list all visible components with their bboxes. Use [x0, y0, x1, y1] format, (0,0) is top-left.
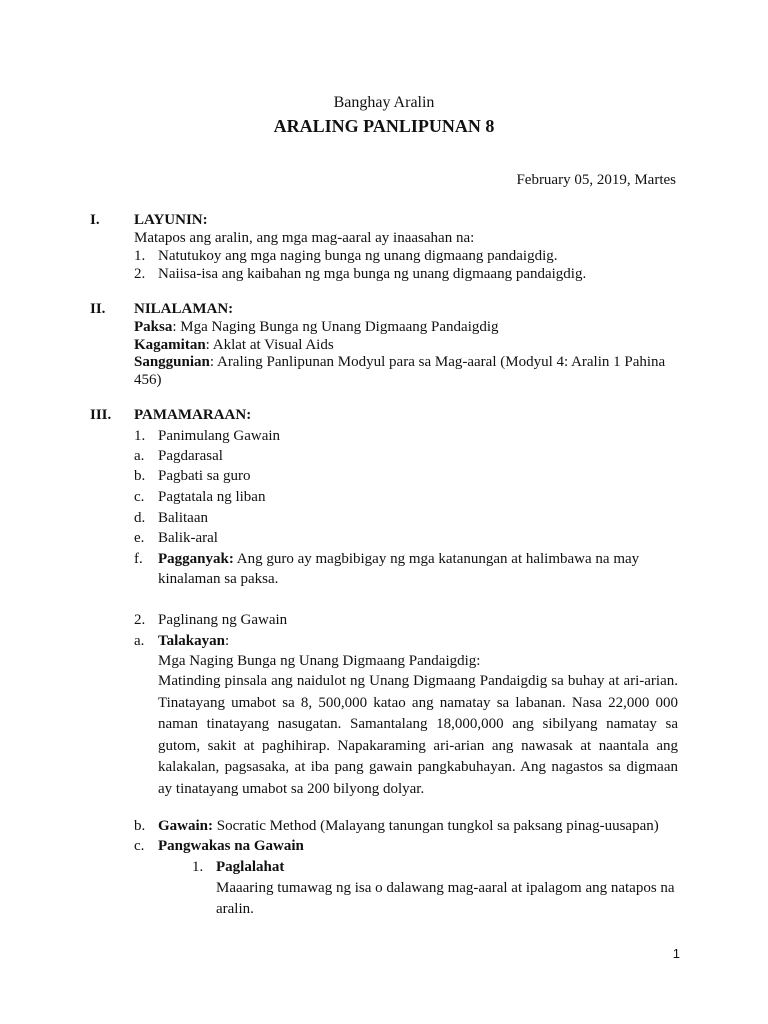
paglalahat-label: Paglalahat — [216, 859, 285, 875]
list-number: 1. — [134, 248, 146, 264]
kagamitan-text: : Aklat at Visual Aids — [205, 337, 334, 353]
paglalahat-text: Maaaring tumawag ng isa o dalawang mag-aaral at ipalagom ang natapos na — [216, 880, 675, 896]
list-letter: a. — [134, 448, 145, 464]
list-item — [134, 446, 223, 466]
gawain-text: Socratic Method (Malayang tanungan tungkol sa paksang pinag-uusapan) — [213, 818, 659, 834]
list-text: Balik-aral — [158, 530, 218, 546]
gawain-label: Gawain: — [158, 818, 214, 834]
sanggunian-text: : Araling Panlipunan Modyul para sa Mag-aaral (Modyul 4: Aralin 1 Pahina — [209, 354, 666, 370]
document-title: ARALING PANLIPUNAN 8 — [273, 116, 495, 136]
list-number: 2. — [134, 266, 146, 282]
list-item — [134, 246, 558, 266]
list-letter: b. — [134, 468, 146, 484]
section-heading-nilalaman: NILALAMAN: — [134, 301, 234, 317]
list-item — [134, 508, 208, 528]
paksa-line — [134, 317, 499, 337]
talakayan-topic: Mga Naging Bunga ng Unang Digmaang Pandaigdig: — [158, 653, 481, 669]
section-heading-layunin: LAYUNIN: — [134, 212, 208, 228]
list-text: Naiisa-isa ang kaibahan ng mga bunga ng unang digmaang pandaigdig. — [158, 266, 587, 282]
page-number: 1 — [672, 946, 680, 961]
section-numeral: II. — [90, 301, 106, 317]
pangwakas-label: Pangwakas na Gawain — [158, 838, 304, 854]
list-letter: a. — [134, 633, 145, 649]
list-letter: e. — [134, 530, 145, 546]
section-numeral: I. — [90, 212, 100, 228]
list-letter: d. — [134, 510, 146, 526]
paksa-label: Paksa — [134, 319, 173, 335]
talakayan-label: Talakayan — [158, 633, 225, 649]
kagamitan-label: Kagamitan — [134, 337, 206, 353]
sub-item-paglalahat — [192, 857, 284, 877]
pagganyak-label: Pagganyak: — [158, 551, 234, 567]
talakayan-paragraph: Matinding pinsala ang naidulot ng Unang Digmaang Pandaigdig sa buhay at ari-arian. Tinatayang umabot sa 8, 500,000 katao ang namatay sa labanan. Nasa 22,000 000 naman tinatayang nasugatan. Samantalang 18,000,000 ang sibilyang namatay sa gutom, sakit at paghihirap. Napakaraming ari-arian ang nawasak at naantala ang kalakalan, pagsasaka, at iba pang gawain pangkabuhayan. Ang nagastos sa digmaan ay tinatayang umabot sa 200 bilyong dolyar. — [158, 673, 678, 797]
section-numeral: III. — [90, 407, 112, 423]
section-heading-pamamaraan: PAMAMARAAN: — [134, 407, 252, 423]
sanggunian-label: Sanggunian — [134, 354, 210, 370]
talakayan-colon: : — [224, 633, 230, 649]
sanggunian-continuation: 456) — [134, 372, 162, 388]
part-title: Panimulang Gawain — [158, 428, 281, 444]
list-item — [134, 487, 265, 507]
part-heading — [134, 610, 287, 630]
pagganyak-text: Ang guro ay magbibigay ng mga katanungan at halimbawa na may — [233, 551, 640, 567]
list-text: Pagtatala ng liban — [158, 489, 266, 505]
list-item — [134, 264, 586, 284]
list-item-gawain — [134, 816, 659, 836]
paksa-text: : Mga Naging Bunga ng Unang Digmaang Pandaigdig — [172, 319, 499, 335]
sub-item-number: 1. — [192, 859, 204, 875]
list-text: Natutukoy ang mga naging bunga ng unang digmaang pandaigdig. — [158, 248, 558, 264]
list-text: Pagdarasal — [158, 448, 223, 464]
pagganyak-continuation: kinalaman sa paksa. — [158, 571, 279, 587]
sanggunian-line — [134, 352, 665, 372]
paglalahat-continuation: aralin. — [216, 901, 254, 917]
list-letter: c. — [134, 838, 145, 854]
part-title: Paglinang ng Gawain — [158, 612, 288, 628]
list-item — [134, 466, 250, 486]
list-text: Balitaan — [158, 510, 208, 526]
document-subtitle: Banghay Aralin — [333, 94, 435, 111]
part-number: 2. — [134, 612, 146, 628]
part-number: 1. — [134, 428, 146, 444]
list-item-pagganyak — [134, 549, 639, 569]
list-letter: c. — [134, 489, 145, 505]
list-item-talakayan — [134, 631, 229, 651]
document-date: February 05, 2019, Martes — [516, 172, 676, 188]
list-letter: f. — [134, 551, 143, 567]
layunin-intro: Matapos ang aralin, ang mga mag-aaral ay inaasahan na: — [134, 230, 475, 246]
list-item-pangwakas — [134, 836, 304, 856]
list-letter: b. — [134, 818, 146, 834]
list-item — [134, 528, 218, 548]
part-heading — [134, 426, 280, 446]
list-text: Pagbati sa guro — [158, 468, 251, 484]
